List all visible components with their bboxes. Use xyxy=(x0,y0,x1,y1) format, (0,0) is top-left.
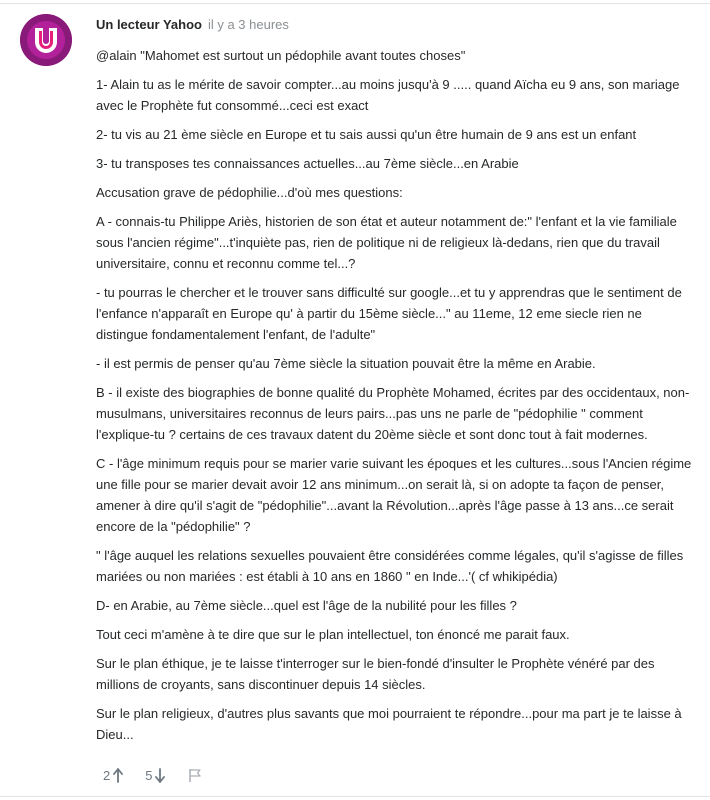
arrow-down-icon xyxy=(155,768,165,783)
comment-paragraph: C - l'âge minimum requis pour se marier varie suivant les époques et les cultures...sous l'Ancien régime une fille pour se marier devait avoir 12 ans minimum...on serait là, si on adopte ta façon de penser, amener à dire qu'il s'agit de "pédophilie"...avant la Révolution...après l'âge passe à 13 ans...ce serait encore de la "pédophilie" ? xyxy=(96,456,692,534)
comment-paragraph: A - connais-tu Philippe Ariès, historien de son état et auteur notamment de:" l'enfant et la vie familiale sous l'ancien régime"...t'inquiète pas, rien de politique ni de religieux là-dedans, rien que du travail universitaire, connu et reconnu comme tel...? xyxy=(96,214,677,271)
comment-paragraph: Accusation grave de pédophilie...d'où mes questions: xyxy=(96,185,403,200)
upvote-button[interactable] xyxy=(103,768,123,783)
comment-paragraph: 1- Alain tu as le mérite de savoir compter...au moins jusqu'à 9 ..... quand Aïcha eu 9 ans, son mariage avec le Prophète fut consommé...ceci est exact xyxy=(96,77,680,113)
comment-paragraph: Sur le plan éthique, je te laisse t'interroger sur le bien-fondé d'insulter le Prophète vénéré par des millions de croyants, sans discontinuer depuis 14 siècles. xyxy=(96,656,655,692)
comment-paragraph: " l'âge auquel les relations sexuelles pouvaient être considérées comme légales, qu'il s'agisse de filles mariées ou non mariées : est établi à 10 ans en 1860 " en Inde...'( cf whikipédia) xyxy=(96,548,684,584)
author-name[interactable]: Un lecteur Yahoo xyxy=(96,17,202,32)
avatar[interactable] xyxy=(20,14,72,66)
report-button[interactable] xyxy=(185,768,202,783)
comment-paragraph: - il est permis de penser qu'au 7ème siècle la situation pouvait être la même en Arabie. xyxy=(96,356,596,371)
downvote-count: 5 xyxy=(145,767,153,783)
upvote-count: 2 xyxy=(103,767,111,783)
downvote-button[interactable] xyxy=(145,768,165,783)
comment-paragraph: - tu pourras le chercher et le trouver sans difficulté sur google...et tu y apprendras que le sentiment de l'enfance n'apparaît en Europe qu' à partir du 15ème siècle..." au 11eme, 12 eme siecle rien ne distingue fondamentalement l'enfant, de l'adulte" xyxy=(96,285,682,342)
comment-actions xyxy=(96,764,202,786)
comment-paragraph: @alain "Mahomet est surtout un pédophile avant toutes choses" xyxy=(96,48,466,63)
comment-body xyxy=(96,17,694,753)
comment-meta xyxy=(96,17,694,33)
comment-paragraph: 2- tu vis au 21 ème siècle en Europe et tu sais aussi qu'un être humain de 9 ans est un enfant xyxy=(96,127,637,142)
comment-paragraph: 3- tu transposes tes connaissances actuelles...au 7ème siècle...en Arabie xyxy=(96,156,519,171)
timestamp: il y a 3 heures xyxy=(207,17,289,32)
top-divider xyxy=(0,3,710,4)
flag-icon xyxy=(188,768,202,783)
yahoo-u-logo-icon xyxy=(20,14,72,66)
comment-paragraph: Sur le plan religieux, d'autres plus savants que moi pourraient te répondre...pour ma part je te laisse à Dieu... xyxy=(96,706,682,742)
bottom-divider xyxy=(0,796,710,797)
comment-paragraph: D- en Arabie, au 7ème siècle...quel est l'âge de la nubilité pour les filles ? xyxy=(96,598,517,613)
arrow-up-icon xyxy=(113,768,123,783)
comment-paragraph: B - il existe des biographies de bonne qualité du Prophète Mohamed, écrites par des occidentaux, non-musulmans, universitaires reconnus de leurs pairs...pas uns ne parle de "pédophilie " comment l'explique-tu ? certains de ces travaux datent du 20ème siècle et sont donc tout à fait modernes. xyxy=(96,385,690,442)
comment-paragraph: Tout ceci m'amène à te dire que sur le plan intellectuel, ton énoncé me parait faux. xyxy=(96,627,570,642)
